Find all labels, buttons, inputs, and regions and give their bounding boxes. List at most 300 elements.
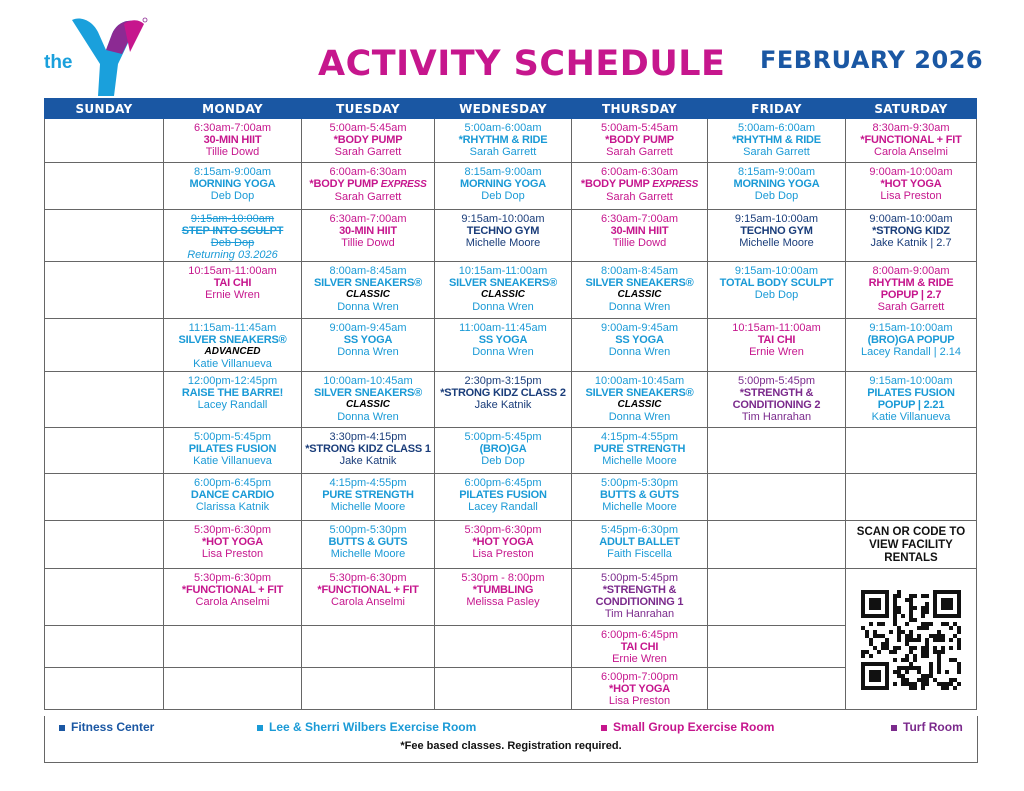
class-name: PURE STRENGTH [593, 443, 686, 455]
class-entry [574, 569, 705, 620]
class-time: 4:15pm-4:55pm [329, 477, 407, 489]
schedule-cell-friday [708, 372, 846, 428]
schedule-cell-tuesday [302, 569, 435, 626]
class-name: *BODY PUMP [333, 134, 403, 146]
class-entry [710, 372, 843, 423]
class-entry [166, 428, 299, 467]
class-time: 10:00am-10:45am [323, 375, 413, 387]
schedule-cell-tuesday [302, 521, 435, 569]
class-instructor: Sarah Garrett [877, 301, 945, 313]
class-instructor: Carola Anselmi [195, 596, 270, 608]
schedule-cell-wednesday [435, 626, 572, 668]
class-instructor: Katie Villanueva [871, 411, 951, 423]
footnote: *Fee based classes. Registration required. [400, 740, 622, 752]
class-time: 8:00am-8:45am [600, 265, 679, 277]
class-entry [304, 210, 432, 249]
schedule-row [45, 474, 977, 521]
class-name-line [304, 178, 432, 191]
class-entry [437, 474, 569, 513]
class-instructor: Clarissa Katnik [195, 501, 270, 513]
class-name: MORNING YOGA [733, 178, 820, 190]
schedule-cell-friday [708, 626, 846, 668]
class-entry [437, 319, 569, 358]
class-instructor: Sarah Garrett [606, 146, 673, 158]
class-name: *FUNCTIONAL + FIT [860, 134, 962, 146]
schedule-cell-thursday [572, 428, 708, 474]
class-variant: CLASSIC [481, 289, 525, 300]
schedule-row [45, 210, 977, 262]
schedule-cell-tuesday [302, 626, 435, 668]
day-header-row [45, 99, 977, 119]
class-time: 12:00pm-12:45pm [187, 375, 278, 387]
day-header-tuesday: TUESDAY [302, 99, 435, 119]
day-header-monday: MONDAY [164, 99, 302, 119]
class-name: *HOT YOGA [609, 683, 670, 695]
schedule-cell-wednesday [435, 210, 572, 262]
day-header-friday: FRIDAY [708, 99, 846, 119]
schedule-cell-thursday [572, 262, 708, 319]
schedule-cell-thursday [572, 119, 708, 163]
schedule-cell-sunday [45, 569, 164, 626]
class-variant: CLASSIC [617, 399, 662, 410]
schedule-cell-monday [164, 474, 302, 521]
class-name: *STRONG KIDZ [872, 225, 950, 237]
schedule-cell-sunday [45, 626, 164, 668]
day-header-sunday: SUNDAY [45, 99, 164, 119]
class-name: TAI CHI [620, 641, 659, 653]
class-time: 5:00am-5:45am [600, 122, 679, 134]
class-name-2: POPUP | 2.7 [880, 289, 942, 301]
class-time: 9:00am-9:45am [600, 322, 679, 334]
class-time: 10:15am-11:00am [458, 265, 548, 277]
schedule-cell-tuesday [302, 163, 435, 210]
class-entry [848, 210, 974, 249]
class-entry [304, 428, 432, 467]
class-name: TAI CHI [757, 334, 796, 346]
schedule-row [45, 319, 977, 372]
class-entry [166, 262, 299, 301]
schedule-cell-monday [164, 119, 302, 163]
schedule-cell-tuesday [302, 372, 435, 428]
class-note: Returning 03.2026 [187, 249, 278, 261]
class-instructor: Tillie Dowd [612, 237, 667, 249]
schedule-cell-wednesday [435, 474, 572, 521]
schedule-cell-tuesday [302, 668, 435, 710]
class-entry [574, 262, 705, 313]
class-instructor: Deb Dop [481, 190, 525, 202]
scan-qr-text: SCAN OR CODE TO VIEW FACILITY RENTALS [856, 526, 966, 564]
class-variant: ADVANCED [204, 346, 261, 357]
class-instructor: Ernie Wren [612, 653, 667, 665]
qr-code-icon [861, 590, 961, 690]
class-entry [848, 319, 974, 358]
class-time: 9:00am-10:00am [869, 213, 953, 225]
schedule-cell-monday [164, 569, 302, 626]
class-time: 5:30pm-6:30pm [193, 572, 272, 584]
class-instructor: Sarah Garrett [334, 191, 402, 203]
legend [44, 716, 978, 763]
class-time: 8:30am-9:30am [872, 122, 950, 134]
schedule-cell-thursday [572, 372, 708, 428]
schedule-cell-saturday [846, 474, 977, 521]
class-time: 6:00pm-7:00pm [600, 671, 679, 683]
class-name: *HOT YOGA [202, 536, 263, 548]
class-time: 5:00pm-5:30pm [329, 524, 407, 536]
class-name: *FUNCTIONAL + FIT [317, 584, 419, 596]
schedule-cell-tuesday [302, 119, 435, 163]
class-name-2: CONDITIONING 1 [595, 596, 684, 608]
class-time: 11:15am-11:45am [188, 322, 277, 334]
class-time: 9:15am-10:00am [869, 375, 953, 387]
class-name: PILATES FUSION [188, 443, 277, 455]
schedule-cell-thursday [572, 569, 708, 626]
schedule-cell-saturday [846, 372, 977, 428]
schedule-cell-thursday [572, 210, 708, 262]
class-instructor: Donna Wren [337, 411, 399, 423]
class-time: 5:00am-6:00am [737, 122, 816, 134]
schedule-cell-thursday [572, 163, 708, 210]
class-time: 5:00pm-5:45pm [600, 572, 679, 584]
class-entry [848, 262, 974, 313]
legend-swatch [59, 725, 65, 731]
class-entry [304, 163, 432, 203]
class-instructor: Lisa Preston [472, 548, 534, 560]
class-time: 5:30pm-6:30pm [464, 524, 542, 536]
schedule-cell-sunday [45, 210, 164, 262]
class-time: 6:30am-7:00am [600, 213, 679, 225]
class-entry [437, 428, 569, 467]
class-name: 30-MIN HIIT [203, 134, 262, 146]
legend-label: Turf Room [903, 720, 963, 734]
class-time: 2:30pm-3:15pm [464, 375, 542, 387]
schedule-cell-saturday [846, 262, 977, 319]
day-header-thursday: THURSDAY [572, 99, 708, 119]
class-time: 10:15am-11:00am [188, 265, 277, 277]
class-entry [437, 163, 569, 202]
class-instructor: Donna Wren [608, 346, 671, 358]
legend-label: Lee & Sherri Wilbers Exercise Room [269, 720, 477, 734]
class-time: 9:15am-10:00am [734, 265, 819, 277]
class-name: ADULT BALLET [599, 536, 680, 548]
class-entry [166, 474, 299, 513]
class-time: 5:30pm-6:30pm [193, 524, 272, 536]
class-name: STEP INTO SCULPT [181, 225, 284, 237]
class-entry [710, 319, 843, 358]
schedule-cell-saturday [846, 119, 977, 163]
class-time: 6:00pm-6:45pm [464, 477, 542, 489]
class-name: *RHYTHM & RIDE [732, 134, 821, 146]
class-name: TECHNO GYM [466, 225, 540, 237]
class-instructor: Lisa Preston [201, 548, 264, 560]
schedule-cell-wednesday [435, 668, 572, 710]
class-instructor: Deb Dop [481, 455, 525, 467]
class-name: SILVER SNEAKERS® [585, 277, 694, 289]
class-entry [166, 569, 299, 608]
class-instructor: Donna Wren [472, 301, 534, 313]
class-name: TOTAL BODY SCULPT [719, 277, 834, 289]
schedule-row [45, 668, 977, 710]
schedule-cell-friday [708, 668, 846, 710]
class-time: 6:30am-7:00am [329, 213, 407, 225]
schedule-cell-saturday [846, 569, 977, 710]
schedule-row [45, 626, 977, 668]
schedule-cell-wednesday [435, 428, 572, 474]
schedule-cell-monday [164, 626, 302, 668]
class-name: RHYTHM & RIDE [868, 277, 954, 289]
schedule-row [45, 163, 977, 210]
class-time: 6:00pm-6:45pm [193, 477, 272, 489]
schedule-table [44, 98, 977, 710]
class-time: 10:15am-11:00am [732, 322, 821, 334]
class-name-line [574, 178, 705, 191]
schedule-cell-thursday [572, 319, 708, 372]
legend-swatch [891, 725, 897, 731]
schedule-cell-sunday [45, 262, 164, 319]
schedule-cell-wednesday [435, 521, 572, 569]
schedule-cell-monday [164, 319, 302, 372]
schedule-cell-friday [708, 163, 846, 210]
class-name: MORNING YOGA [189, 178, 276, 190]
class-entry [574, 372, 705, 423]
class-entry [437, 262, 569, 313]
class-name: SILVER SNEAKERS® [178, 334, 287, 346]
class-entry [848, 163, 974, 202]
class-time: 9:15am-10:00am [461, 213, 545, 225]
class-time: 9:15am-10:00am [190, 213, 275, 225]
class-name: SILVER SNEAKERS® [314, 277, 422, 289]
class-name: *BODY PUMP [309, 178, 381, 190]
class-entry [710, 262, 843, 301]
class-instructor: Jake Katnik [339, 455, 397, 467]
class-time: 6:00am-6:30am [600, 166, 679, 178]
legend-swatch [601, 725, 607, 731]
qr-code[interactable] [848, 586, 974, 693]
class-entry [437, 569, 569, 608]
class-entry [304, 521, 432, 560]
class-entry [166, 163, 299, 202]
class-name: BUTTS & GUTS [328, 536, 408, 548]
class-time: 8:15am-9:00am [464, 166, 542, 178]
class-time: 6:30am-7:00am [193, 122, 272, 134]
class-entry [710, 163, 843, 202]
class-name: *HOT YOGA [880, 178, 942, 190]
class-entry [437, 210, 569, 249]
class-instructor: Lisa Preston [880, 190, 942, 202]
class-instructor: Deb Dop [210, 190, 255, 202]
class-time: 5:00am-5:45am [329, 122, 407, 134]
class-instructor: Faith Fiscella [607, 548, 672, 560]
class-name: *BODY PUMP [580, 178, 653, 190]
class-instructor: Michelle Moore [602, 501, 677, 513]
class-time: 9:00am-9:45am [329, 322, 407, 334]
legend-label: Fitness Center [71, 720, 155, 734]
class-entry [437, 521, 569, 560]
class-name: SILVER SNEAKERS® [449, 277, 557, 289]
class-instructor: Sarah Garrett [606, 191, 673, 203]
class-entry [574, 319, 705, 358]
class-entry [574, 428, 705, 467]
class-entry [166, 372, 299, 411]
class-entry [574, 521, 705, 560]
class-entry [304, 319, 432, 358]
legend-turf-room [891, 720, 963, 734]
class-instructor: Carola Anselmi [331, 596, 405, 608]
schedule-cell-saturday [846, 428, 977, 474]
class-instructor: Michelle Moore [330, 548, 406, 560]
class-entry [437, 372, 569, 411]
class-name: SS YOGA [478, 334, 528, 346]
class-instructor: Donna Wren [337, 346, 399, 358]
class-time: 8:15am-9:00am [193, 166, 272, 178]
class-time: 5:00pm-5:45pm [737, 375, 816, 387]
class-instructor: Michelle Moore [465, 237, 541, 249]
schedule-cell-saturday [846, 521, 977, 569]
class-name: MORNING YOGA [459, 178, 546, 190]
class-name: 30-MIN HIIT [610, 225, 669, 237]
class-instructor: Melissa Pasley [466, 596, 540, 608]
class-entry [437, 119, 569, 158]
class-entry [304, 372, 432, 423]
schedule-cell-tuesday [302, 428, 435, 474]
schedule-cell-monday [164, 262, 302, 319]
class-time: 5:45pm-6:30pm [600, 524, 679, 536]
schedule-cell-friday [708, 428, 846, 474]
class-entry [574, 668, 705, 707]
class-instructor: Jake Katnik | 2.7 [870, 237, 952, 249]
schedule-cell-monday [164, 668, 302, 710]
logo-text: the [44, 52, 73, 73]
class-name: *STRONG KIDZ CLASS 2 [440, 387, 566, 399]
schedule-row [45, 119, 977, 163]
schedule-cell-friday [708, 119, 846, 163]
class-time: 5:30pm - 8:00pm [461, 572, 545, 584]
schedule-cell-wednesday [435, 319, 572, 372]
class-entry [574, 119, 705, 158]
schedule-cell-monday [164, 163, 302, 210]
class-instructor: Lisa Preston [608, 695, 671, 707]
class-instructor: Deb Dop [754, 289, 799, 301]
schedule-cell-wednesday [435, 569, 572, 626]
class-entry [304, 474, 432, 513]
class-time: 10:00am-10:45am [594, 375, 685, 387]
class-instructor: Sarah Garrett [334, 146, 402, 158]
class-instructor: Tillie Dowd [341, 237, 395, 249]
schedule-cell-sunday [45, 668, 164, 710]
class-name: *HOT YOGA [472, 536, 534, 548]
class-time: 5:00am-6:00am [464, 122, 542, 134]
schedule-cell-wednesday [435, 262, 572, 319]
class-time: 9:15am-10:00am [869, 322, 953, 334]
legend-swatch [257, 725, 263, 731]
class-name: (BRO)GA [479, 443, 527, 455]
class-name: DANCE CARDIO [190, 489, 275, 501]
class-entry [304, 262, 432, 313]
class-entry [710, 210, 843, 249]
class-time: 5:00pm-5:45pm [193, 431, 272, 443]
class-variant: EXPRESS [652, 179, 699, 190]
class-name: *TUMBLING [472, 584, 534, 596]
schedule-cell-wednesday [435, 119, 572, 163]
legend-small-group-room [601, 720, 774, 734]
class-instructor: Donna Wren [337, 301, 399, 313]
class-instructor: Michelle Moore [602, 455, 677, 467]
class-instructor: Tim Hanrahan [604, 608, 675, 620]
schedule-row [45, 569, 977, 626]
schedule-cell-thursday [572, 474, 708, 521]
day-header-wednesday: WEDNESDAY [435, 99, 572, 119]
class-name-2: CONDITIONING 2 [732, 399, 821, 411]
schedule-cell-friday [708, 210, 846, 262]
class-entry [166, 210, 299, 261]
schedule-cell-tuesday [302, 319, 435, 372]
class-variant: CLASSIC [617, 289, 662, 300]
class-instructor: Lacey Randall | 2.14 [860, 346, 962, 358]
class-name: TAI CHI [213, 277, 252, 289]
schedule-cell-friday [708, 474, 846, 521]
class-instructor: Sarah Garrett [743, 146, 810, 158]
class-name: *STRENGTH & [602, 584, 677, 596]
schedule-cell-friday [708, 521, 846, 569]
schedule-cell-sunday [45, 521, 164, 569]
month-title: FEBRUARY 2026 [760, 46, 984, 74]
class-name: TECHNO GYM [740, 225, 813, 237]
schedule-row [45, 262, 977, 319]
schedule-cell-saturday [846, 210, 977, 262]
class-variant: CLASSIC [346, 399, 390, 410]
class-time: 9:15am-10:00am [734, 213, 819, 225]
schedule-cell-friday [708, 262, 846, 319]
schedule-cell-monday [164, 428, 302, 474]
class-entry [166, 319, 299, 370]
schedule-cell-sunday [45, 319, 164, 372]
schedule-cell-tuesday [302, 262, 435, 319]
class-name-2: POPUP | 2.21 [877, 399, 945, 411]
class-instructor: Donna Wren [608, 301, 671, 313]
class-time: 4:15pm-4:55pm [600, 431, 679, 443]
class-instructor: Sarah Garrett [469, 146, 537, 158]
class-name: SILVER SNEAKERS® [314, 387, 422, 399]
class-instructor: Tillie Dowd [205, 146, 260, 158]
schedule-cell-friday [708, 319, 846, 372]
class-variant: CLASSIC [346, 289, 390, 300]
class-instructor: Lacey Randall [468, 501, 538, 513]
class-name: 30-MIN HIIT [339, 225, 397, 237]
schedule-cell-wednesday [435, 372, 572, 428]
class-name: RAISE THE BARRE! [181, 387, 284, 399]
class-time: 3:30pm-4:15pm [329, 431, 407, 443]
class-entry [574, 163, 705, 203]
class-name: (BRO)GA POPUP [867, 334, 955, 346]
schedule-cell-wednesday [435, 163, 572, 210]
class-entry [304, 119, 432, 158]
class-time: 8:00am-9:00am [872, 265, 950, 277]
class-instructor: Tim Hanrahan [741, 411, 812, 423]
class-name: PILATES FUSION [867, 387, 955, 399]
legend-exercise-room [257, 720, 476, 734]
schedule-cell-monday [164, 521, 302, 569]
class-time: 8:15am-9:00am [737, 166, 816, 178]
class-name: SS YOGA [615, 334, 664, 346]
class-instructor: Jake Katnik [474, 399, 532, 411]
schedule-cell-monday [164, 372, 302, 428]
schedule-cell-sunday [45, 474, 164, 521]
schedule-cell-sunday [45, 372, 164, 428]
class-entry [574, 626, 705, 665]
class-name: SILVER SNEAKERS® [585, 387, 694, 399]
class-instructor: Lacey Randall [197, 399, 268, 411]
schedule-row [45, 372, 977, 428]
class-variant: EXPRESS [380, 179, 427, 190]
